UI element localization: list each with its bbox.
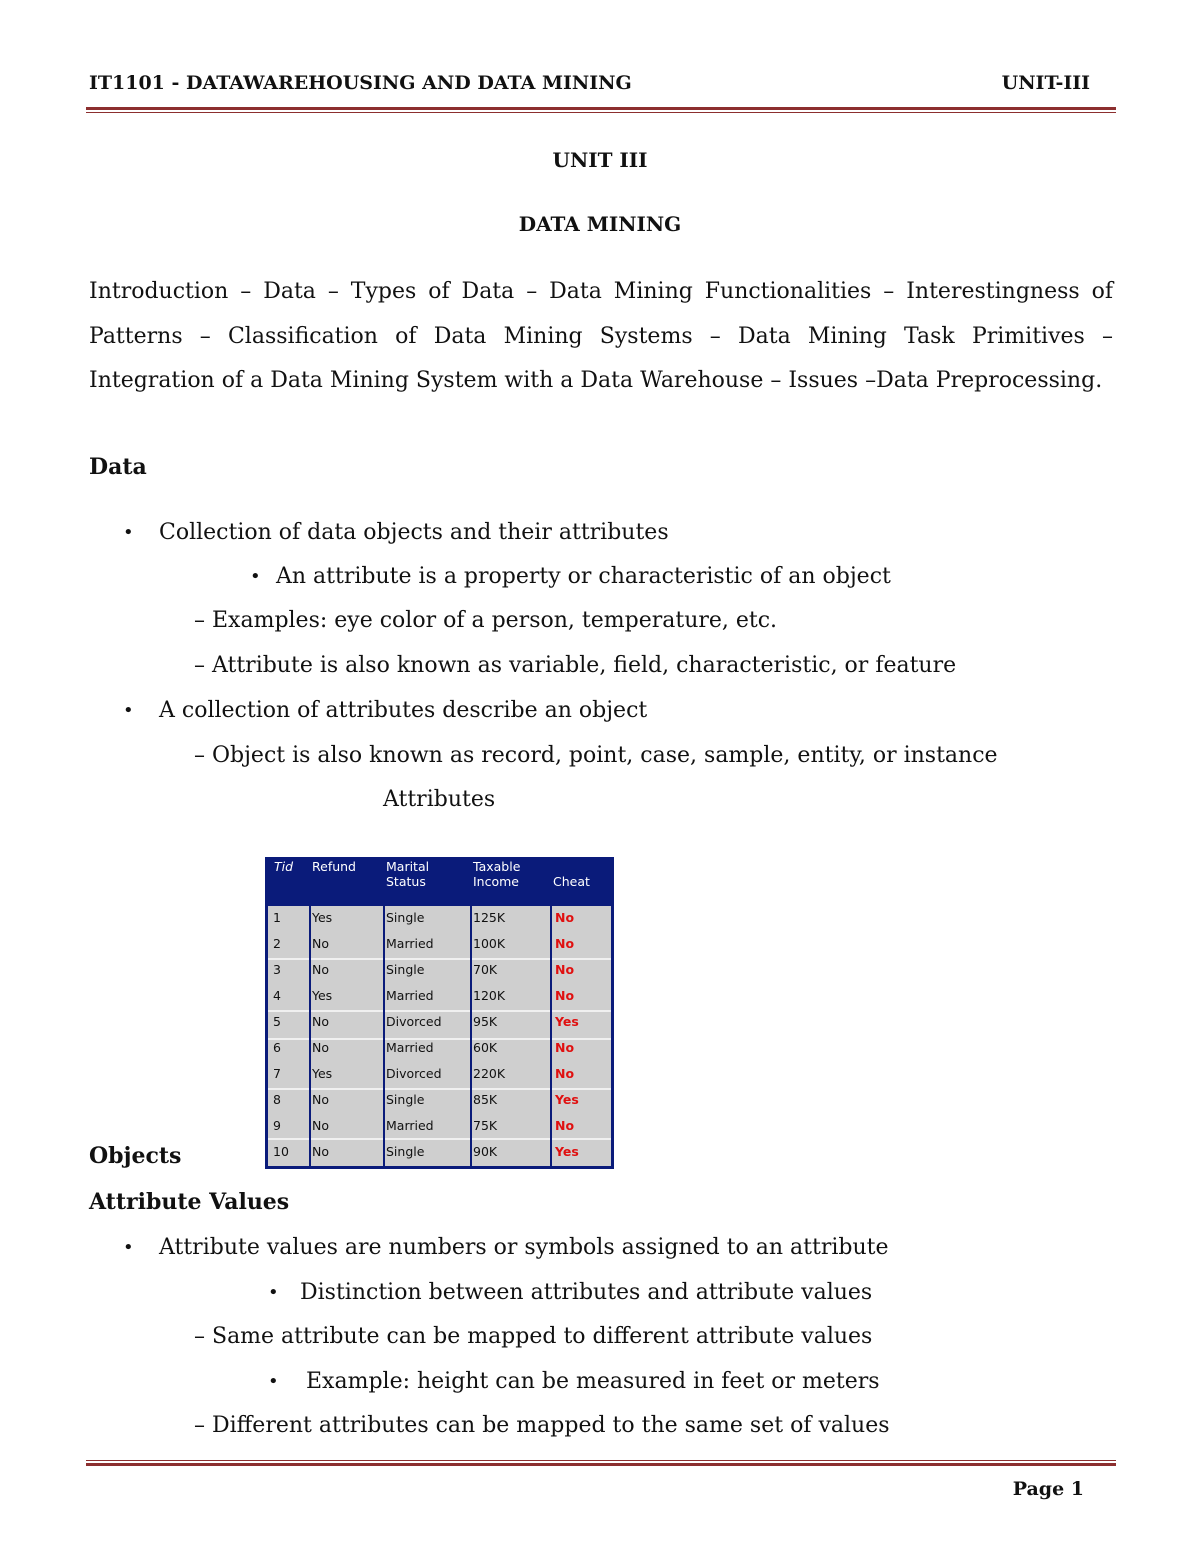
th-tid: Tid [274,859,294,874]
table-body [268,906,611,1166]
table-row-separator [268,958,611,960]
header-rule [86,107,1116,113]
table-row: 7 Yes Divorced 220K No [273,1066,575,1081]
intro-paragraph: Introduction – Data – Types of Data – Data Mining Functionalities – Interestingness of Patterns – Classification of Data Mining Systems – Data Mining Task Primitives – Integration of a Data Mining System with a Data Warehouse – Issues –Data Preprocessing. [89,279,1113,393]
table-row: 3 No Single 70K No [273,962,575,977]
av-bullet-1: Attribute values are numbers or symbols assigned to an attribute [159,1235,889,1260]
table-row-separator [268,1010,611,1012]
header-course-title: IT1101 - DATAWAREHOUSING AND DATA MINING [89,72,632,94]
table-column-divider [470,906,472,1166]
footer-rule [86,1460,1116,1466]
data-dash-2: – Attribute is also known as variable, field, characteristic, or feature [194,653,957,678]
table-column-divider [309,906,311,1166]
bullet-dot: • [123,700,134,721]
data-dash-1: – Examples: eye color of a person, temperature, etc. [194,608,778,633]
table-column-divider [383,906,385,1166]
table-row: 9 No Married 75K No [273,1118,575,1133]
unit-title: UNIT III [552,148,648,172]
attributes-label: Attributes [383,787,496,812]
table-row: 6 No Married 60K No [273,1040,575,1055]
table-row: 5 No Divorced 95K Yes [273,1014,579,1029]
bullet-dot: • [123,1237,134,1258]
table-row: 10 No Single 90K Yes [273,1144,579,1159]
bullet-dot: • [268,1371,279,1392]
av-dash-2: – Different attributes can be mapped to the same set of values [194,1413,890,1438]
th-marital: Marital Status [386,859,430,889]
table-row: 1 Yes Single 125K No [273,910,575,925]
attribute-table [265,857,614,1169]
objects-label: Objects [89,1143,182,1169]
table-row-separator [268,1138,611,1140]
topic-title: DATA MINING [518,212,682,236]
th-refund: Refund [312,859,356,874]
data-bullet-1: Collection of data objects and their attributes [159,520,669,545]
av-dash-1: – Same attribute can be mapped to different attribute values [194,1324,873,1349]
th-income: Taxable Income [473,859,521,889]
data-dash-3: – Object is also known as record, point, case, sample, entity, or instance [194,743,998,768]
av-sub-2: Example: height can be measured in feet or meters [306,1369,880,1394]
table-row: 4 Yes Married 120K No [273,988,575,1003]
header-unit-label: UNIT-III [1001,72,1090,94]
th-cheat: Cheat [553,874,590,889]
table-row-separator [268,1038,611,1040]
av-sub-1: Distinction between attributes and attribute values [300,1280,873,1305]
data-heading: Data [89,454,147,480]
page-number: Page 1 [1012,1478,1084,1500]
bullet-dot: • [123,522,134,543]
table-row-separator [268,1088,611,1090]
data-sub-1: An attribute is a property or characteristic of an object [276,564,891,589]
bullet-dot: • [268,1282,279,1303]
attribute-values-heading: Attribute Values [89,1189,290,1215]
table-row: 2 No Married 100K No [273,936,575,951]
table-row: 8 No Single 85K Yes [273,1092,579,1107]
data-bullet-2: A collection of attributes describe an object [159,698,648,723]
table-column-divider [550,906,552,1166]
bullet-dot: • [250,566,261,587]
